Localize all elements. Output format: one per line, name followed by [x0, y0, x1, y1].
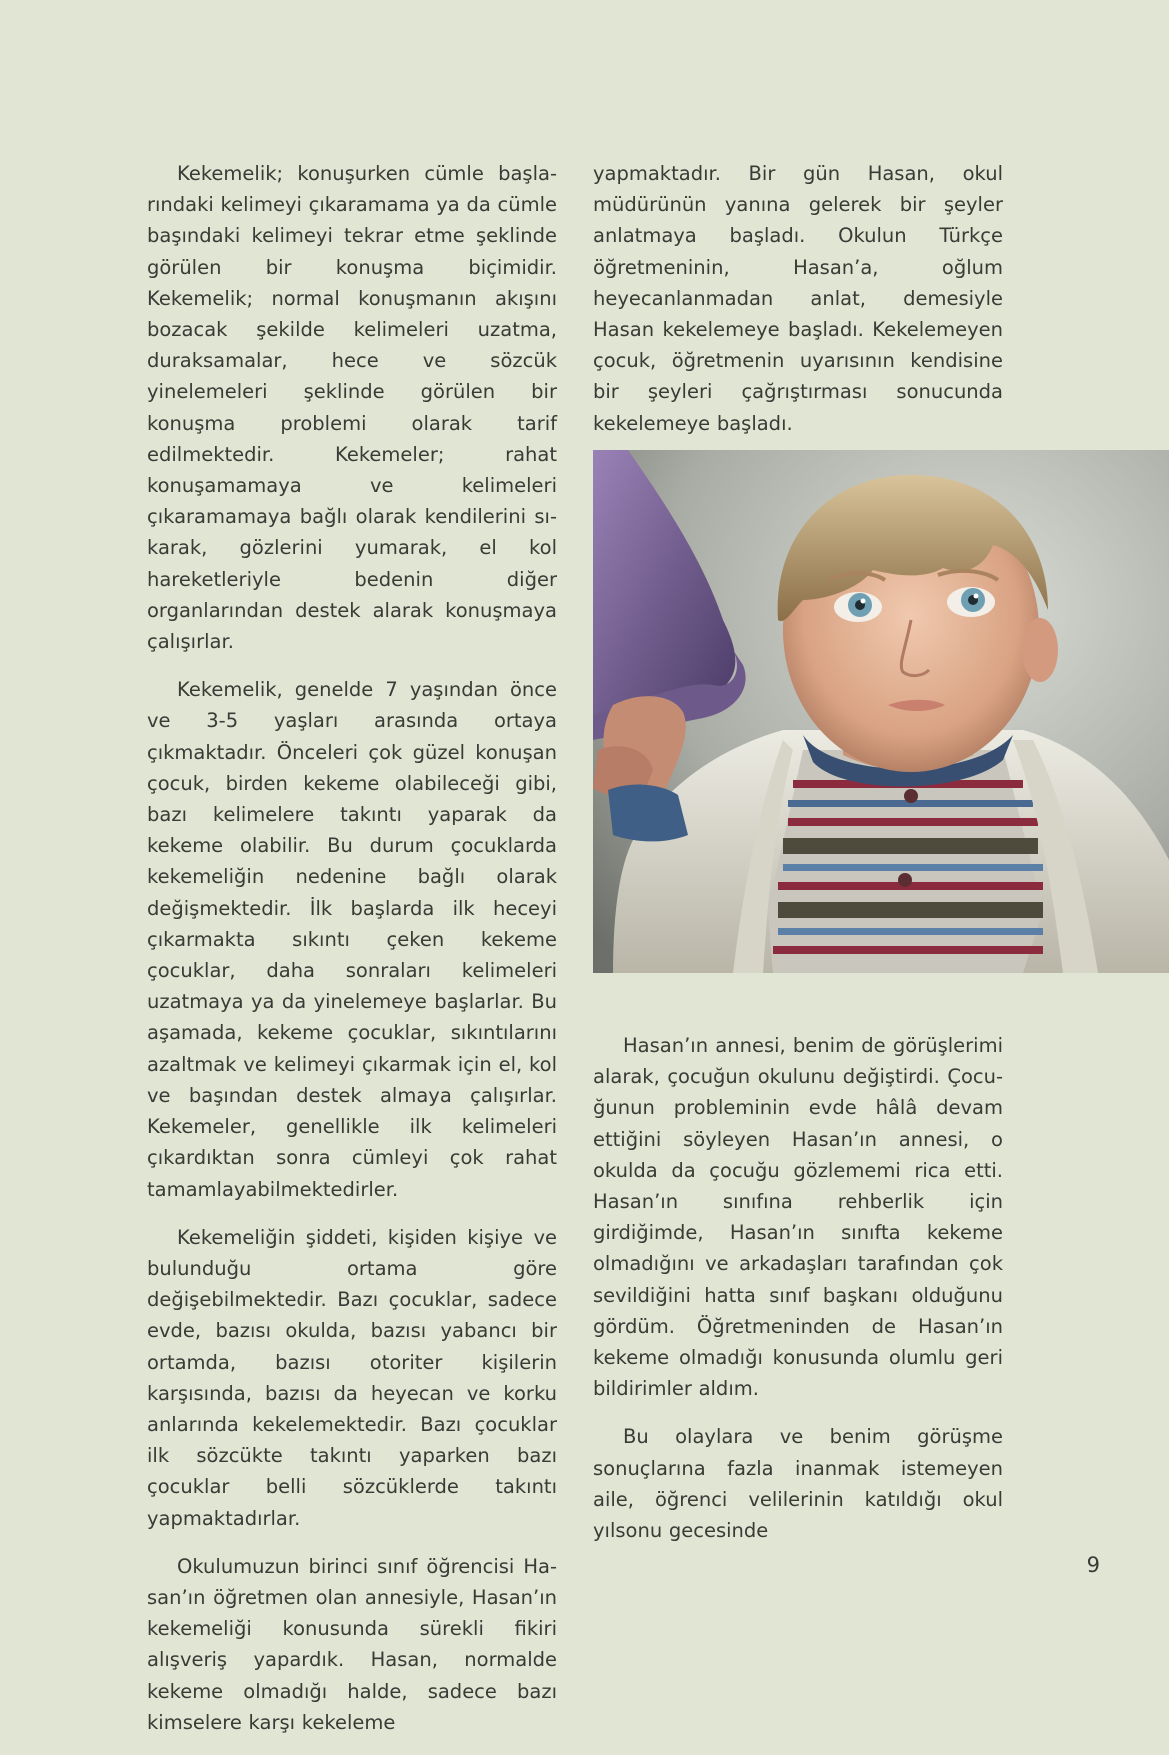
paragraph: Kekemelik; konuşurken cümle başlarındaki kelimeyi çıkaramama ya da cümle başındaki kelimeyi tekrar etme şeklinde görülen bir konuşma biçimidir. Kekemelik; normal konuşmanın akışını bozacak şekilde kelimeleri uzatma, duraksamalar, hece ve sözcük yinelemeleri şeklinde görülen bir konuşma problemi olarak tarif edilmektedir. Kekemeler; rahat konuşamamaya ve kelimeleri çıkaramamaya bağlı olarak kendilerini sıkarak, gözlerini yumarak, el kol hareketleriyle bedenin diğer organlarından destek alarak konuşmaya çalışırlar. [147, 162, 557, 654]
child-photo [593, 450, 1169, 973]
right-text-column-bottom [593, 1030, 1003, 1563]
left-text-column [147, 158, 557, 1755]
paragraph: Kekemelik, genelde 7 yaşından önce ve 3-5 yaşları arasında ortaya çıkmaktadır. Önceleri çok güzel konuşan çocuk, birden kekeme olabileceği gibi, bazı kelimelere takıntı yaparak da kekeme olabilir. Bu durum çocuklarda kekemeliğin nedenine bağlı olarak değişmektedir. İlk başlarda ilk heceyi çıkarmakta sıkıntı çeken kekeme çocuklar, daha sonraları kelimeleri uzatmaya ya da yinelemeye başlarlar. Bu aşamada, kekeme çocuklar, sıkıntılarını azaltmak ve kelimeyi çıkarmak için el, kol ve başından destek almaya çalışırlar. Kekemeler, genellikle ilk kelimeleri çıkardıktan sonra cümleyi çok rahat tamamlayabilmektedirler. [147, 678, 557, 1201]
right-text-column-top [593, 158, 1003, 456]
paragraph: Bu olaylara ve benim görüşme sonuçlarına fazla inanmak istemeyen aile, öğrenci velilerinin katıldığı okul yılsonu gecesinde [593, 1425, 1003, 1543]
page-number: 9 [1086, 1553, 1100, 1577]
paragraph: yapmaktadır. Bir gün Hasan, okul müdürünün yanına gelerek bir şeyler anlatmaya başladı. Okulun Türkçe öğretmeninin, Hasan’a, oğlum heyecanlanmadan anlat, demesiyle Hasan kekelemeye başladı. Kekelemeyen çocuk, öğretmenin uyarısının kendisine bir şeyleri çağrıştırması sonucunda kekelemeye başladı. [593, 162, 1003, 435]
paragraph: Okulumuzun birinci sınıf öğrencisi Hasan’ın öğretmen olan annesiyle, Hasan’ın kekemeliği konusunda sürekli fikiri alışveriş yapardık. Hasan, normalde kekeme olmadığı halde, sadece bazı kimselere karşı kekeleme [147, 1554, 557, 1734]
paragraph: Kekemeliğin şiddeti, kişiden kişiye ve bulunduğu ortama göre değişebilmektedir. Bazı çocuklar, sadece evde, bazısı okulda, bazısı yabancı bir ortamda, bazısı otoriter kişilerin karşısında, bazısı da heyecan ve korku anlarında kekelemektedir. Bazı çocuklar ilk sözcükte takıntı yaparken bazı çocuklar belli sözcüklerde takıntı yapmaktadırlar. [147, 1225, 557, 1530]
paragraph: Hasan’ın annesi, benim de görüşlerimi alarak, çocuğun okulunu değiştirdi. Çocuğunun probleminin evde hâlâ devam ettiğini söyleyen Hasan’ın annesi, o okulda da çocuğu gözlememi rica etti. Hasan’ın sınıfına rehberlik için girdiğimde, Hasan’ın sınıfta kekeme olmadığını ve arkadaşları tarafından çok sevildiğini hatta sınıf başkanı olduğunu gördüm. Öğretmeninden de Hasan’ın kekeme olmadığı konusunda olumlu geri bildirimler aldım. [593, 1034, 1003, 1401]
